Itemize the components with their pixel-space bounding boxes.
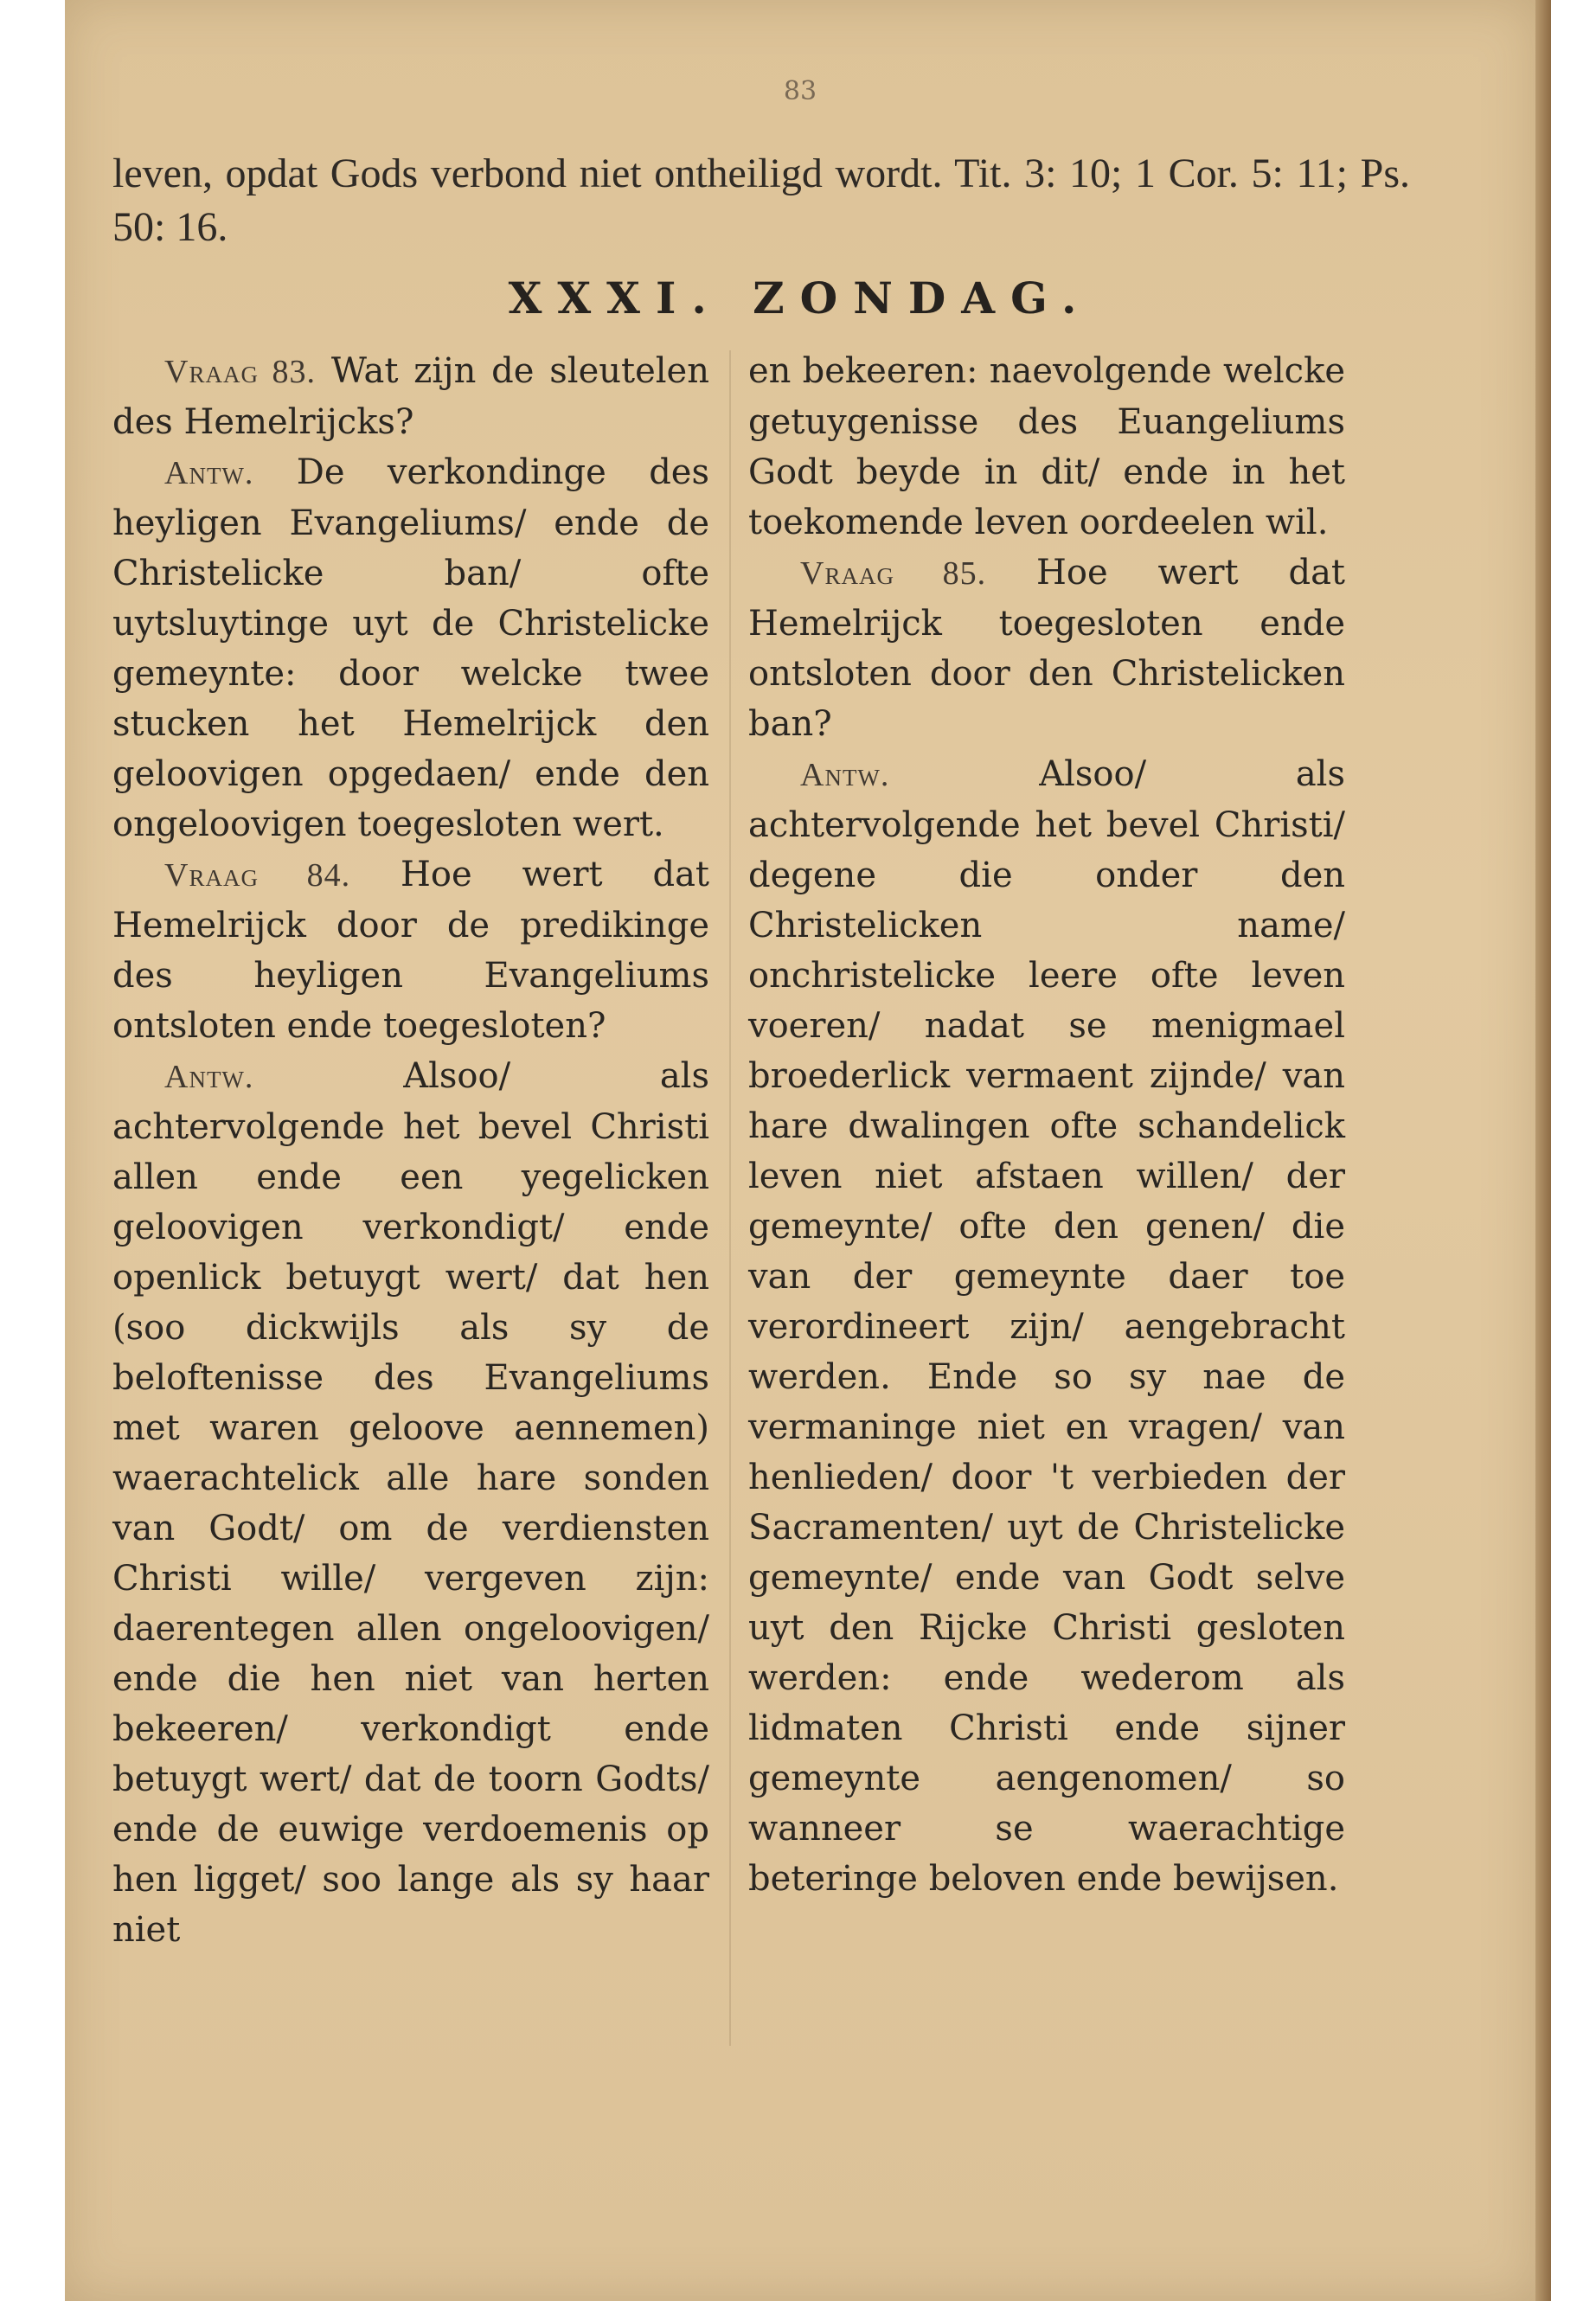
answer-84-continued bbox=[748, 346, 1345, 548]
page-edge bbox=[1535, 0, 1551, 2301]
answer-label: Antw. bbox=[164, 1059, 254, 1095]
question-label: Vraag 83. bbox=[164, 354, 317, 390]
column-divider bbox=[729, 350, 731, 2046]
answer-text: Alsoo/ als achtervolgende het bevel Christi allen ende een yegelicken geloovigen verkondigt/ ende openlick betuygt wert/ dat hen (soo dickwijls als sy de beloftenisse des Evangeliums met waren geloove aennemen) waerachtelick alle hare sonden van Godt/ om de verdiensten Christi wille/ vergeven zijn: daerentegen allen ongeloovigen/ ende die hen niet van herten bekeeren/ verkondigt ende betuygt wert/ dat de toorn Godts/ ende de euwige verdoemenis op hen ligget/ soo lange als sy haar niet bbox=[112, 1056, 709, 1950]
right-column bbox=[748, 346, 1345, 1904]
section-heading: XXXI. ZONDAG. bbox=[508, 272, 1093, 324]
answer-text: Alsoo/ als achtervolgende het bevel Christi/ degene die onder den Christelicken name/ onchristelicke leere ofte leven voeren/ nadat se menigmael broederlick vermaent zijnde/ van hare dwalingen ofte schandelick leven niet afstaen willen/ der gemeynte/ ofte den genen/ die van der gemeynte daer toe verordineert zijn/ aengebracht werden. Ende so sy nae de vermaninge niet en vragen/ van henlieden/ door 't verbieden der Sacramenten/ uyt de Christelicke gemeynte/ ende van Godt selve uyt den Rijcke Christi gesloten werden: ende wederom als lidmaten Christi ende sijner gemeynte aengenomen/ so wanneer se waerachtige beteringe beloven ende bewijsen. bbox=[748, 754, 1345, 1899]
answer-text: De verkondinge des heyligen Evangeliums/ ende de Christelicke ban/ ofte uytsluytinge uyt de Christelicke gemeynte: door welcke twee stucken het Hemelrijck den geloovigen opgedaen/ ende den ongeloovigen toegesloten wert. bbox=[112, 452, 709, 844]
question-text: Hoe wert dat Hemelrijck toegesloten ende ontsloten door den Christelicken ban? bbox=[748, 553, 1345, 744]
answer-label: Antw. bbox=[800, 757, 890, 793]
answer-84 bbox=[112, 1051, 709, 1955]
question-85 bbox=[748, 548, 1345, 749]
answer-83 bbox=[112, 447, 709, 849]
question-label: Vraag 85. bbox=[800, 555, 987, 592]
question-label: Vraag 84. bbox=[164, 857, 351, 894]
question-84 bbox=[112, 849, 709, 1051]
answer-text: en bekeeren: naevolgende welcke getuygenisse des Euangeliums Godt beyde in dit/ ende in het toekomende leven oordeelen wil. bbox=[748, 351, 1345, 542]
left-column bbox=[112, 346, 709, 1955]
question-text: Wat zijn de sleutelen des Hemelrijcks? bbox=[112, 351, 709, 442]
answer-85 bbox=[748, 749, 1345, 1904]
intro-text: leven, opdat Gods verbond niet ontheiligd wordt. Tit. 3: 10; 1 Cor. 5: 11; Ps. 50: 16. bbox=[112, 151, 1410, 250]
answer-label: Antw. bbox=[164, 455, 254, 491]
question-text: Hoe wert dat Hemelrijck door de predikinge des heyligen Evangeliums ontsloten ende toegesloten? bbox=[112, 855, 709, 1046]
book-page bbox=[65, 0, 1535, 2301]
page-number: 83 bbox=[783, 76, 817, 106]
question-83 bbox=[112, 346, 709, 447]
